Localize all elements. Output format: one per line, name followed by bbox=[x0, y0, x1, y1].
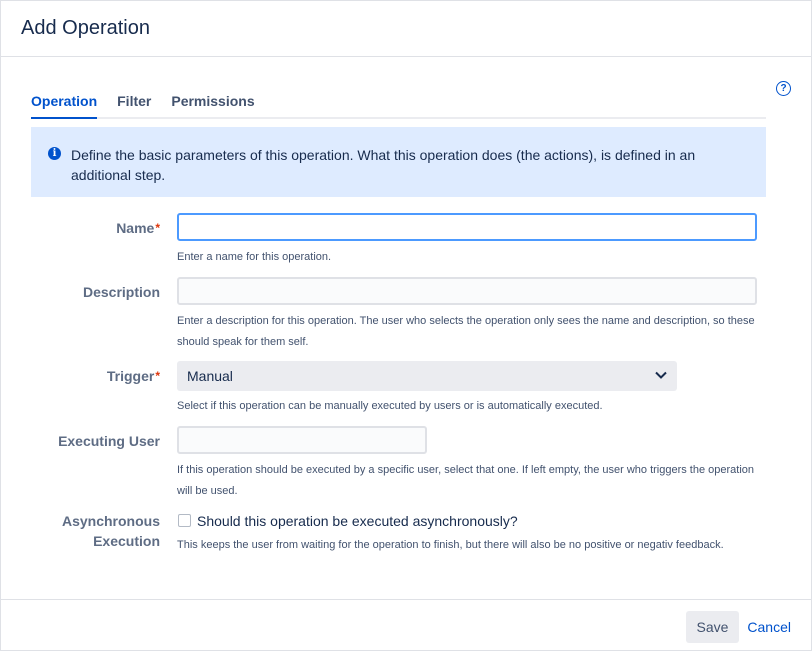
save-button[interactable]: Save bbox=[686, 611, 739, 643]
description-input[interactable] bbox=[177, 277, 757, 305]
async-help: This keeps the user from waiting for the operation to finish, but there will also be no positive or negativ feedback. bbox=[177, 539, 724, 551]
info-text: Define the basic parameters of this operation. What this operation does (the actions), is defined in an additional step. bbox=[71, 147, 696, 183]
executing-user-label: Executing User bbox=[58, 433, 160, 449]
async-label: Asynchronous Execution bbox=[61, 513, 160, 549]
help-icon[interactable]: ? bbox=[776, 81, 791, 96]
async-checkbox-label[interactable]: Should this operation be executed asynchronously? bbox=[197, 513, 518, 529]
async-checkbox[interactable] bbox=[178, 514, 191, 527]
chevron-down-icon bbox=[655, 371, 667, 379]
description-label: Description bbox=[82, 284, 160, 300]
dialog-footer bbox=[1, 599, 811, 650]
tab-bar bbox=[31, 93, 766, 119]
trigger-select[interactable] bbox=[177, 361, 677, 391]
info-icon: i bbox=[48, 147, 61, 160]
executing-user-input[interactable] bbox=[177, 426, 427, 454]
name-label: Name* bbox=[116, 220, 160, 236]
dialog-header bbox=[1, 1, 811, 57]
tab-filter[interactable]: Filter bbox=[117, 93, 152, 109]
description-help: Enter a description for this operation. The user who selects the operation only sees the name and description, so these should speak for them self. bbox=[177, 315, 755, 348]
executing-user-help: If this operation should be executed by a specific user, select that one. If left empty, the user who triggers the operation will be used. bbox=[177, 464, 755, 497]
required-marker: * bbox=[155, 369, 160, 383]
name-help: Enter a name for this operation. bbox=[177, 251, 332, 263]
trigger-help: Select if this operation can be manually executed by users or is automatically executed. bbox=[177, 400, 603, 412]
required-marker: * bbox=[155, 221, 160, 235]
tab-operation[interactable]: Operation bbox=[31, 93, 97, 117]
dialog-title: Add Operation bbox=[21, 17, 150, 39]
tab-permissions[interactable]: Permissions bbox=[171, 93, 255, 109]
info-panel bbox=[31, 127, 766, 197]
name-input[interactable] bbox=[177, 213, 757, 241]
trigger-label: Trigger* bbox=[106, 368, 160, 384]
cancel-button[interactable]: Cancel bbox=[747, 619, 791, 635]
trigger-selected-value: Manual bbox=[187, 368, 233, 384]
